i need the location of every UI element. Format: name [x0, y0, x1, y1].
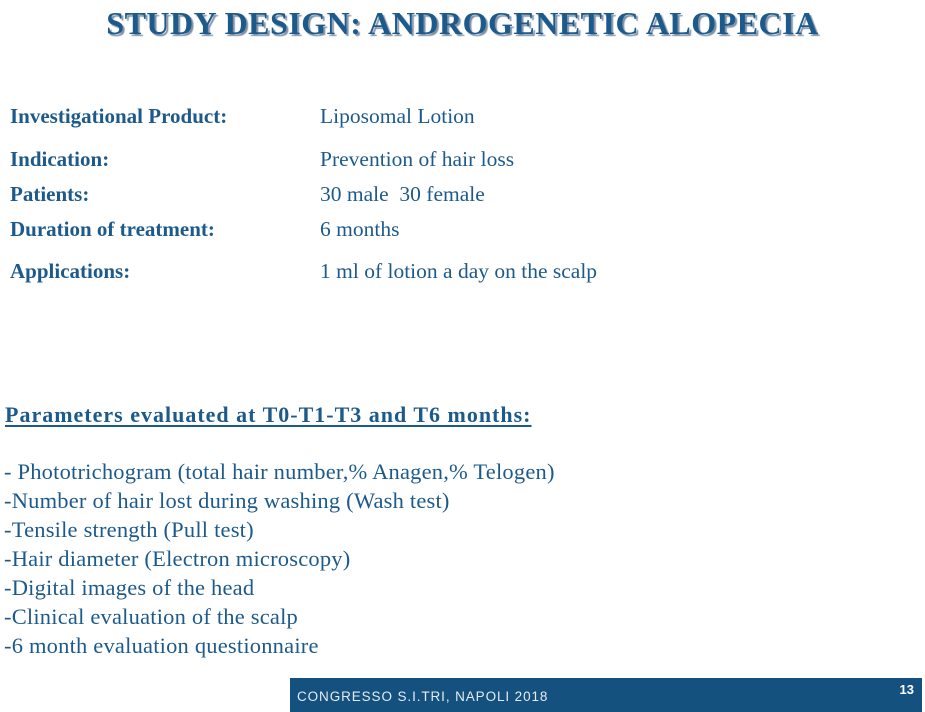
footer-bar: [290, 678, 922, 712]
info-row-patients: [0, 181, 925, 207]
info-label: Indication:: [10, 147, 110, 171]
info-row-indication: [0, 146, 925, 172]
info-value: Liposomal Lotion: [320, 104, 475, 128]
parameter-item-clinical-evaluation: -Clinical evaluation of the scalp: [4, 604, 299, 629]
info-value: Prevention of hair loss: [320, 147, 515, 171]
info-row-duration: [0, 216, 925, 242]
info-row-applications: [0, 258, 925, 284]
parameter-item-wash-test: -Number of hair lost during washing (Wash test): [4, 488, 450, 513]
info-label: Investigational Product:: [10, 104, 228, 128]
parameters-heading: Parameters evaluated at T0-T1-T3 and T6 months:: [5, 402, 532, 427]
info-row-investigational-product: [0, 103, 925, 129]
page-number: 13: [899, 682, 914, 697]
parameter-item-phototrichogram: - Phototrichogram (total hair number,% Anagen,% Telogen): [4, 459, 555, 484]
info-value: 6 months: [320, 217, 400, 241]
info-label: Duration of treatment:: [10, 217, 215, 241]
info-label: Applications:: [10, 259, 131, 283]
info-value: 30 male 30 female: [320, 182, 485, 206]
parameter-item-pull-test: -Tensile strength (Pull test): [4, 517, 254, 542]
slide-title: STUDY DESIGN: ANDROGENETIC ALOPECIA: [106, 5, 819, 41]
parameters-list: [4, 457, 555, 660]
info-value: 1 ml of lotion a day on the scalp: [320, 259, 598, 283]
parameter-item-hair-diameter: -Hair diameter (Electron microscopy): [4, 546, 351, 571]
parameter-item-questionnaire: -6 month evaluation questionnaire: [4, 633, 319, 658]
info-label: Patients:: [10, 182, 90, 206]
parameter-item-digital-images: -Digital images of the head: [4, 575, 255, 600]
footer-conference-label: CONGRESSO S.I.TRI, NAPOLI 2018: [297, 689, 549, 704]
